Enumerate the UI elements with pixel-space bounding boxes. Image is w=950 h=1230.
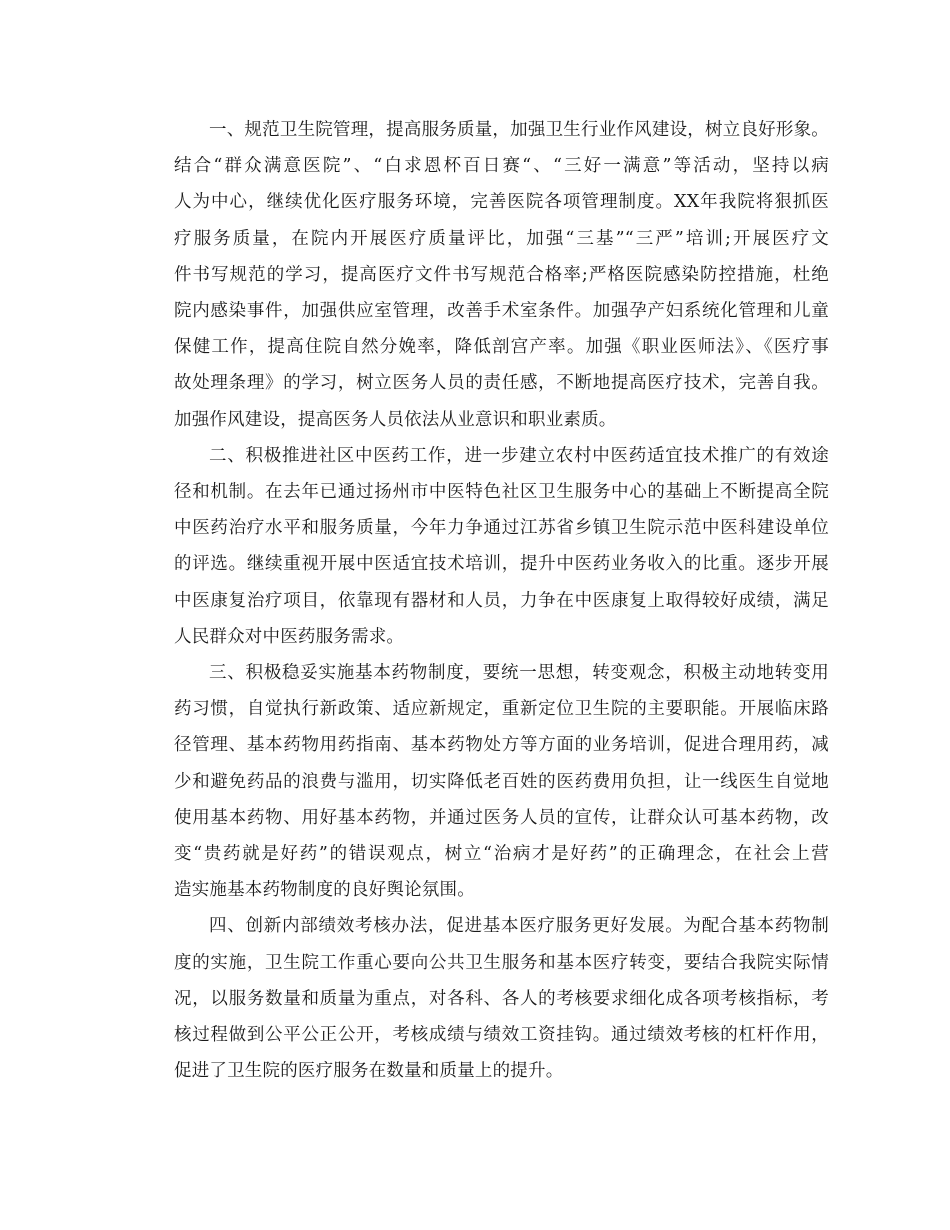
paragraph-line: 中医药治疗水平和服务质量，今年力争通过江苏省乡镇卫生院示范中医科建设单位 bbox=[174, 518, 829, 539]
paragraph-line: 二、积极推进社区中医药工作，进一步建立农村中医药适宜技术推广的有效途 bbox=[209, 445, 829, 466]
paragraph-1 bbox=[139, 112, 829, 438]
paragraph-line: 核过程做到公平公正公开，考核成绩与绩效工资挂钩。通过绩效考核的杠杆作用， bbox=[174, 1025, 829, 1046]
paragraph-line: 径管理、基本药物用药指南、基本药物处方等方面的业务培训，促进合理用药，减 bbox=[174, 735, 829, 756]
paragraph-line: 人为中心，继续优化医疗服务环境，完善医院各项管理制度。XX年我院将狠抓医 bbox=[174, 192, 829, 213]
paragraph-line: 人民群众对中医药服务需求。 bbox=[174, 626, 405, 647]
paragraph-line: 促进了卫生院的医疗服务在数量和质量上的提升。 bbox=[174, 1061, 564, 1082]
paragraph-line: 变“贵药就是好药”的错误观点，树立“治病才是好药”的正确理念，在社会上营 bbox=[174, 844, 829, 865]
paragraph-2 bbox=[139, 438, 829, 655]
paragraph-line: 院内感染事件，加强供应室管理，改善手术室条件。加强孕产妇系统化管理和儿童 bbox=[174, 301, 829, 322]
paragraph-line: 度的实施，卫生院工作重心要向公共卫生服务和基本医疗转变，要结合我院实际情 bbox=[174, 952, 829, 973]
paragraph-line: 的评选。继续重视开展中医适宜技术培训，提升中医药业务收入的比重。逐步开展 bbox=[174, 554, 829, 575]
paragraph-line: 一、规范卫生院管理，提高服务质量，加强卫生行业作风建设，树立良好形象。 bbox=[209, 120, 829, 140]
paragraph-line: 少和避免药品的浪费与滥用，切实降低老百姓的医药费用负担，让一线医生自觉地 bbox=[174, 771, 829, 792]
paragraph-line: 保健工作，提高住院自然分娩率，降低剖宫产率。加强《职业医师法》、《医疗事 bbox=[174, 337, 829, 358]
paragraph-4 bbox=[139, 908, 829, 1089]
paragraph-line: 疗服务质量，在院内开展医疗质量评比，加强“三基”“三严”培训;开展医疗文 bbox=[174, 228, 829, 249]
paragraph-line: 件书写规范的学习，提高医疗文件书写规范合格率;严格医院感染防控措施，杜绝 bbox=[174, 264, 829, 285]
paragraph-line: 结合“群众满意医院”、“白求恩杯百日赛“、“三好一满意”等活动，坚持以病 bbox=[174, 156, 829, 177]
paragraph-3 bbox=[139, 655, 829, 908]
paragraph-line: 况，以服务数量和质量为重点，对各科、各人的考核要求细化成各项考核指标，考 bbox=[174, 988, 829, 1009]
paragraph-line: 径和机制。在去年已通过扬州市中医特色社区卫生服务中心的基础上不断提高全院 bbox=[174, 482, 829, 503]
paragraph-line: 使用基本药物、用好基本药物，并通过医务人员的宣传，让群众认可基本药物，改 bbox=[174, 807, 829, 828]
paragraph-line: 加强作风建设，提高医务人员依法从业意识和职业素质。 bbox=[174, 409, 617, 430]
paragraph-line: 中医康复治疗项目，依靠现有器材和人员，力争在中医康复上取得较好成绩，满足 bbox=[174, 590, 829, 611]
paragraph-line: 造实施基本药物制度的良好舆论氛围。 bbox=[174, 880, 475, 901]
document-body bbox=[139, 112, 829, 1089]
paragraph-line: 药习惯，自觉执行新政策、适应新规定，重新定位卫生院的主要职能。开展临床路 bbox=[174, 699, 829, 720]
paragraph-line: 四、创新内部绩效考核办法，促进基本医疗服务更好发展。为配合基本药物制 bbox=[209, 916, 829, 937]
paragraph-line: 故处理条理》的学习，树立医务人员的责任感，不断地提高医疗技术，完善自我。 bbox=[174, 373, 829, 394]
paragraph-line: 三、积极稳妥实施基本药物制度，要统一思想，转变观念，积极主动地转变用 bbox=[209, 663, 829, 684]
